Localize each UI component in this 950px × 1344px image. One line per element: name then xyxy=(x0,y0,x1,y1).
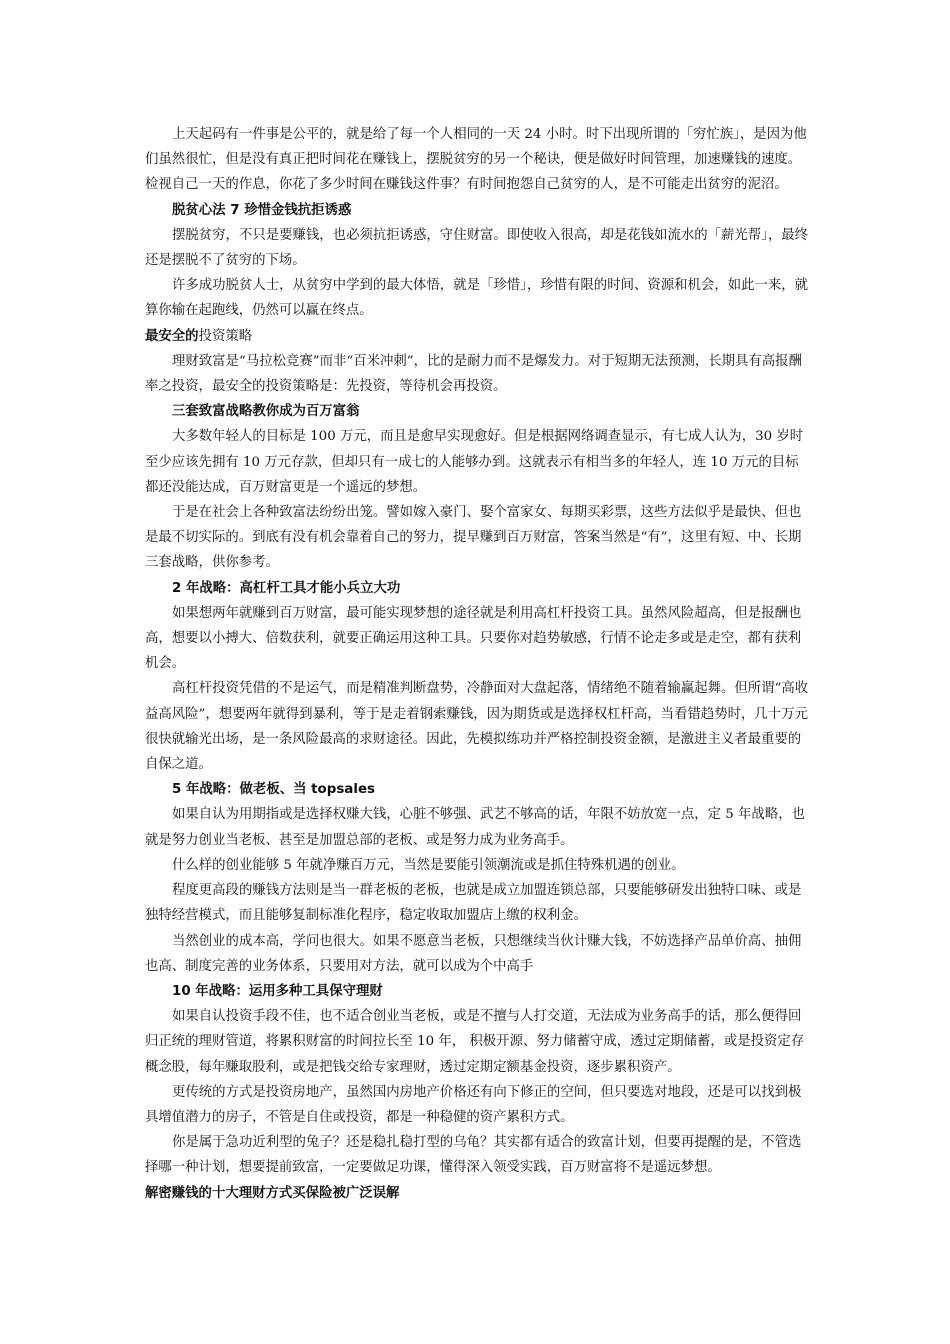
paragraph: 大多数年轻人的目标是 100 万元，而且是愈早实现愈好。但是根据网络调查显示，有七成人认为，30 岁时至少应该先拥有 10 万元存款，但却只有一成七的人能够办到。这就表示有相当多的年轻人，连 10 万元的目标都还没能达成，百万财富更是一个遥远的梦想。 xyxy=(145,429,804,495)
paragraph: 如果自认投资手段不佳，也不适合创业当老板，或是不擅与人打交道，无法成为业务高手的话，那么便得回归正统的理财管道，将累积财富的时间拉长至 10 年， 积极开源、努力储蓄守成，透过定期储蓄，或是投资定存概念股，每年赚取股利，或是把钱交给专家理财，透过定期定额基金投资，逐步累积资产。 xyxy=(145,1009,805,1075)
paragraph: 理财致富是“马拉松竞赛”而非“百米冲刺”，比的是耐力而不是爆发力。对于短期无法预测，长期具有高报酬率之投资，最安全的投资策略是：先投资，等待机会再投资。 xyxy=(145,353,802,395)
paragraph: 当然创业的成本高，学问也很大。如果不愿意当老板，只想继续当伙计赚大钱，不妨选择产品单价高、抽佣也高、制度完善的业务体系，只要用对方法，就可以成为个中高手 xyxy=(145,933,802,974)
section-heading: 5 年战略：做老板、当 topsales xyxy=(172,782,375,798)
paragraph: 于是在社会上各种致富法纷纷出笼。譬如嫁入豪门、娶个富家女、每期买彩票，这些方法似乎是最快、但也是最不切实际的。到底有没有机会靠着自己的努力，提早赚到百万财富，答案当然是“有”，这里有短、中、长期三套战略，供你参考。 xyxy=(145,505,802,571)
paragraph: 摆脱贫穷，不只是要赚钱，也必须抗拒诱惑，守住财富。即使收入很高，却是花钱如流水的「薪光帮」，最终还是摆脱不了贫穷的下场。 xyxy=(145,227,809,269)
section-heading: 解密赚钱的十大理财方式买保险被广泛误解 xyxy=(145,1185,400,1201)
paragraph: 程度更高段的赚钱方法则是当一群老板的老板，也就是成立加盟连锁总部，只要能够研发出独特口味、或是独特经营模式，而且能够复制标准化程序，稳定收取加盟店上缴的权利金。 xyxy=(145,883,802,924)
paragraph: 如果想两年就赚到百万财富，最可能实现梦想的途径就是利用高杠杆投资工具。虽然风险超高，但是报酬也高，想要以小搏大、倍数获利，就要正确运用这种工具。只要你对趋势敏感，行情不论走多或是走空，都有获利机会。 xyxy=(145,605,802,672)
section-heading: 脱贫心法 7 珍惜金钱抗拒诱惑 xyxy=(172,202,352,218)
paragraph: 更传统的方式是投资房地产，虽然国内房地产价格还有向下修正的空间，但只要选对地段，还是可以找到极具增值潜力的房子，不管是自住或投资，都是一种稳健的资产累积方式。 xyxy=(145,1084,802,1125)
heading-normal-part: 投资策略 xyxy=(198,328,253,344)
paragraph: 高杠杆投资凭借的不是运气，而是精准判断盘势，冷静面对大盘起落，情绪绝不随着输赢起舞。但所谓“高收益高风险”，想要两年就得到暴利，等于是走着钢索赚钱，因为期货或是选择权杠杆高，当看错趋势时，几十万元很快就输光出场，是一条风险最高的求财途径。因此，先模拟练功并严格控制投资金额，是激进主义者最重要的自保之道。 xyxy=(145,681,809,773)
section-heading: 三套致富战略教你成为百万富翁 xyxy=(172,404,360,420)
heading-bold-part: 最安全的 xyxy=(145,328,199,344)
paragraph: 上天起码有一件事是公平的，就是给了每一个人相同的一天 24 小时。时下出现所谓的「穷忙族」，是因为他们虽然很忙，但是没有真正把时间花在赚钱上，摆脱贫穷的另一个秘诀，便是做好时间管理，加速赚钱的速度。检视自己一天的作息，你花了多少时间在赚钱这件事？有时间抱怨自己贫穷的人，是不可能走出贫穷的泥沼。 xyxy=(145,127,807,193)
section-heading: 10 年战略：运用多种工具保守理财 xyxy=(172,983,383,999)
section-heading xyxy=(145,324,811,349)
document-page xyxy=(145,122,811,1206)
section-heading: 2 年战略：高杠杆工具才能小兵立大功 xyxy=(172,580,401,596)
paragraph: 如果自认为用期指或是选择权赚大钱，心脏不够强、武艺不够高的话，年限不妨放宽一点，定 5 年战略，也就是努力创业当老板、甚至是加盟总部的老板、或是努力成为业务高手。 xyxy=(145,807,805,848)
paragraph: 你是属于急功近利型的兔子？还是稳扎稳打型的乌龟？其实都有适合的致富计划，但要再提醒的是，不管选择哪一种计划，想要提前致富，一定要做足功课，懂得深入领受实践，百万财富将不是遥远梦想。 xyxy=(145,1135,802,1176)
paragraph: 什么样的创业能够 5 年就净赚百万元，当然是要能引领潮流或是抓住特殊机遇的创业。 xyxy=(172,857,685,873)
paragraph: 许多成功脱贫人士，从贫穷中学到的最大体悟，就是「珍惜」，珍惜有限的时间、资源和机会，如此一来，就算你输在起跑线，仍然可以赢在终点。 xyxy=(145,278,809,319)
